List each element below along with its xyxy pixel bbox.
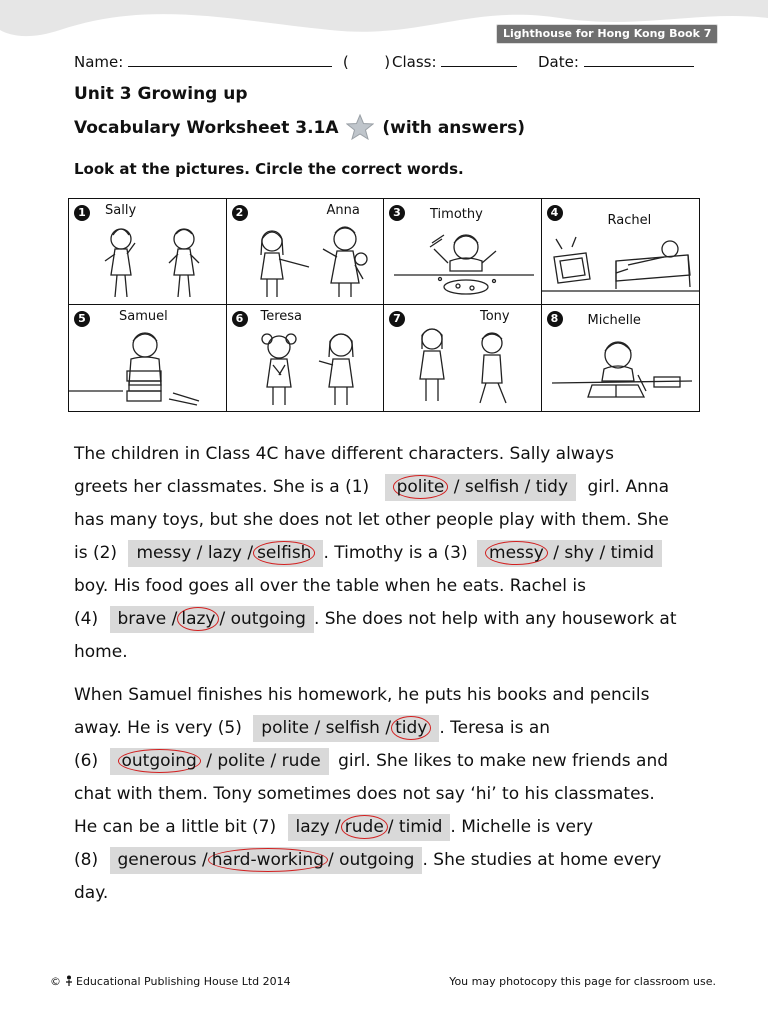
answer-5-circled[interactable]: tidy (391, 716, 431, 740)
worksheet-title (74, 114, 525, 140)
p1-line-1: The children in Class 4C have different characters. Sally always (74, 444, 615, 464)
question-6-options (110, 748, 329, 775)
name-label: Name: (74, 53, 124, 71)
book-badge: Lighthouse for Hong Kong Book 7 (496, 24, 718, 44)
children-passing-illustration (384, 305, 542, 411)
picture-name: Anna (326, 203, 360, 218)
number-badge: 6 (232, 311, 248, 327)
publisher-text: Educational Publishing House Ltd 2014 (76, 975, 291, 988)
option-text[interactable]: generous / (117, 850, 208, 870)
answer-6-circled[interactable]: outgoing (118, 749, 201, 773)
date-field (538, 52, 694, 71)
p1-text: (4) (74, 609, 99, 629)
unit-title: Unit 3 Growing up (74, 84, 248, 104)
question-4-options (110, 606, 314, 633)
p2-line-5 (74, 811, 668, 844)
boy-eating-illustration (384, 199, 542, 305)
paragraph-2 (74, 679, 668, 910)
p1-text: is (2) (74, 543, 118, 563)
answer-3-circled[interactable]: messy (485, 541, 548, 565)
question-3-options (477, 540, 662, 567)
picture-name: Tony (480, 309, 510, 324)
option-text[interactable]: messy / lazy / (136, 543, 254, 563)
picture-cell-timothy (384, 199, 542, 305)
paren-open: ( (342, 53, 349, 71)
question-8-options (110, 847, 423, 874)
number-badge: 3 (389, 205, 405, 221)
picture-cell-tony (384, 305, 542, 411)
answer-4-circled[interactable]: lazy (177, 607, 219, 631)
p1-line-3: has many toys, but she does not let other people play with them. She (74, 510, 669, 530)
p2-text: away. He is very (5) (74, 718, 242, 738)
p1-line-6 (74, 603, 677, 636)
number-badge: 4 (547, 205, 563, 221)
class-label: Class: (392, 53, 437, 71)
picture-cell-anna (227, 199, 385, 305)
worksheet-title-text: Vocabulary Worksheet 3.1A (74, 118, 339, 138)
p1-line-5: boy. His food goes all over the table when he eats. Rachel is (74, 576, 586, 596)
date-blank[interactable] (584, 52, 694, 67)
question-1-options (385, 474, 576, 501)
picture-name: Samuel (119, 309, 168, 324)
name-blank[interactable] (128, 52, 332, 67)
option-text[interactable]: / polite / rude (206, 751, 321, 771)
girl-on-sofa-illustration (542, 199, 700, 305)
picture-name: Michelle (587, 313, 641, 328)
p2-text: . She studies at home every (422, 850, 662, 870)
picture-name: Timothy (430, 207, 483, 222)
p1-text: . She does not help with any housework at (313, 609, 677, 629)
class-blank[interactable] (441, 52, 517, 67)
picture-cell-samuel (69, 305, 227, 411)
instruction: Look at the pictures. Circle the correct words. (74, 160, 464, 178)
number-badge: 2 (232, 205, 248, 221)
answer-8-circled[interactable]: hard-working (208, 848, 328, 872)
option-text[interactable]: lazy / (295, 817, 341, 837)
paragraph-1 (74, 438, 677, 669)
p2-line-4: chat with them. Tony sometimes does not say ‘hi’ to his classmates. (74, 784, 655, 804)
p1-text: . Timothy is a (3) (323, 543, 468, 563)
p1-line-7: home. (74, 642, 128, 662)
p1-text: greets her classmates. She is a (1) (74, 477, 370, 497)
publisher-logo-icon (65, 975, 73, 986)
girls-greeting-illustration (69, 199, 227, 305)
p2-line-1: When Samuel finishes his homework, he puts his books and pencils (74, 685, 650, 705)
option-text[interactable]: tidy (535, 477, 569, 497)
p2-line-6 (74, 844, 668, 877)
p2-text: He can be a little bit (7) (74, 817, 277, 837)
option-text[interactable]: / timid (387, 817, 443, 837)
picture-cell-rachel (542, 199, 700, 305)
p1-text: girl. Anna (587, 477, 670, 497)
picture-name: Sally (105, 203, 137, 218)
paren-close: ) (384, 53, 391, 71)
number-badge: 8 (547, 311, 563, 327)
p2-text: . Teresa is an (439, 718, 551, 738)
picture-name: Rachel (607, 213, 652, 228)
number-badge: 1 (74, 205, 90, 221)
answer-7-circled[interactable]: rude (341, 815, 388, 839)
p1-line-2 (74, 471, 677, 504)
girl-with-toys-illustration (227, 199, 385, 305)
picture-grid (68, 198, 700, 412)
question-2-options (128, 540, 323, 567)
picture-cell-michelle (542, 305, 700, 411)
option-text[interactable]: polite / selfish / (261, 718, 392, 738)
p2-text: . Michelle is very (450, 817, 594, 837)
copyright-symbol: © (50, 975, 61, 988)
answer-1-circled[interactable]: polite (393, 475, 449, 499)
p1-line-4 (74, 537, 677, 570)
publisher-footer (50, 975, 291, 988)
picture-cell-teresa (227, 305, 385, 411)
question-5-options (253, 715, 439, 742)
p2-line-3 (74, 745, 668, 778)
star-icon (346, 114, 374, 140)
name-field (74, 52, 390, 71)
option-text[interactable]: / outgoing (219, 609, 306, 629)
p2-text: (8) (74, 850, 99, 870)
question-7-options (288, 814, 451, 841)
p2-line-7: day. (74, 883, 109, 903)
number-badge: 5 (74, 311, 90, 327)
photocopy-note: You may photocopy this page for classroom use. (449, 975, 716, 988)
p2-text: girl. She likes to make new friends and (338, 751, 669, 771)
class-field (392, 52, 517, 71)
date-label: Date: (538, 53, 579, 71)
number-badge: 7 (389, 311, 405, 327)
answer-2-circled[interactable]: selfish (253, 541, 315, 565)
option-text[interactable]: brave / (117, 609, 178, 629)
with-answers-label: (with answers) (382, 118, 526, 138)
girls-chatting-illustration (227, 305, 385, 411)
picture-cell-sally (69, 199, 227, 305)
option-text[interactable]: / selfish / (448, 477, 536, 497)
option-text[interactable]: / outgoing (328, 850, 415, 870)
p2-text: (6) (74, 751, 99, 771)
picture-name: Teresa (260, 309, 303, 324)
option-text[interactable]: / shy / timid (553, 543, 655, 563)
boy-with-books-illustration (69, 305, 227, 411)
p2-line-2 (74, 712, 668, 745)
girl-studying-illustration (542, 305, 700, 411)
